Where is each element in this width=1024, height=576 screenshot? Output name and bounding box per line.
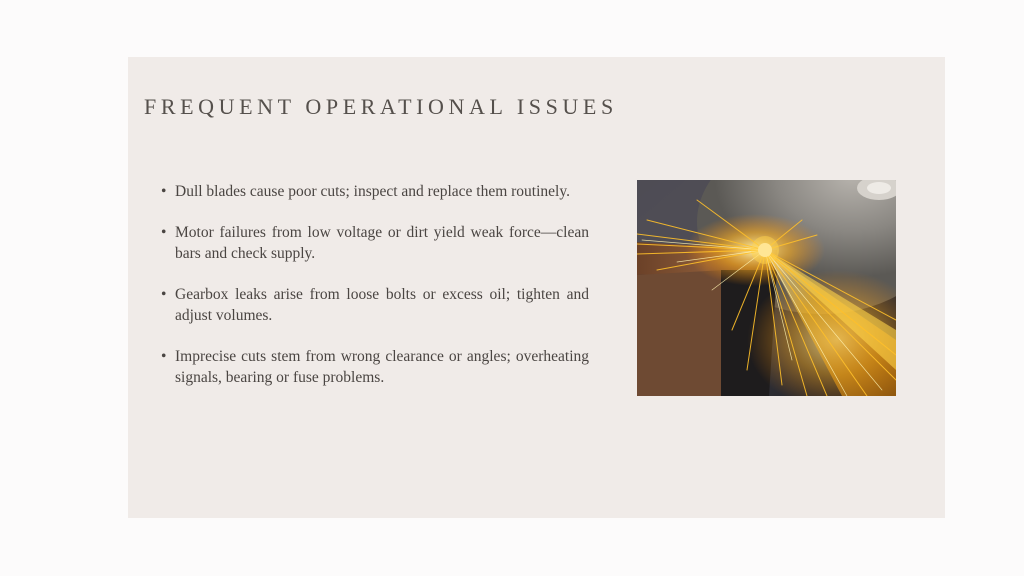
- bullet-text: Motor failures from low voltage or dirt yield weak force—clean bars and check supply.: [175, 224, 589, 262]
- slide-title: FREQUENT OPERATIONAL ISSUES: [144, 94, 618, 119]
- bullet-marker: •: [161, 183, 167, 200]
- bullet-item: [159, 346, 589, 388]
- bullet-item: [159, 181, 589, 202]
- bullet-list: [159, 181, 589, 408]
- bullet-text: Dull blades cause poor cuts; inspect and replace them routinely.: [175, 183, 570, 200]
- bullet-item: [159, 284, 589, 326]
- bullet-item: [159, 222, 589, 264]
- bullet-marker: •: [161, 224, 167, 241]
- bullet-marker: •: [161, 348, 167, 365]
- bullet-text: Gearbox leaks arise from loose bolts or excess oil; tighten and adjust volumes.: [175, 286, 589, 324]
- slide-card: [128, 57, 945, 518]
- grinding-sparks-photo: [637, 180, 896, 396]
- bullet-marker: •: [161, 286, 167, 303]
- bullet-text: Imprecise cuts stem from wrong clearance or angles; overheating signals, bearing or fuse problems.: [175, 348, 589, 386]
